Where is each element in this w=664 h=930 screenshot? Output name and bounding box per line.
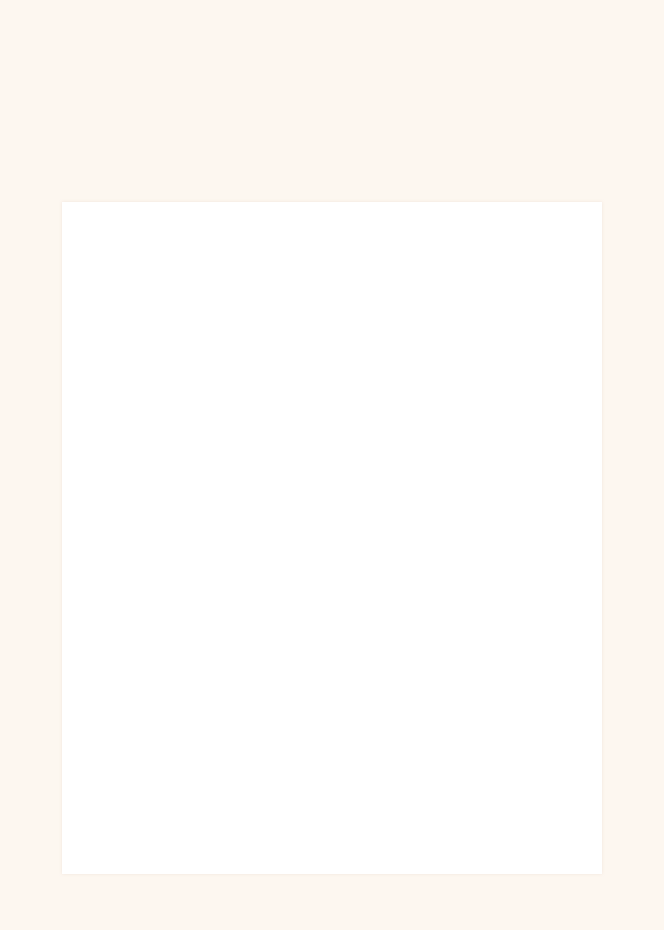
- sprint-sheet: [62, 202, 602, 874]
